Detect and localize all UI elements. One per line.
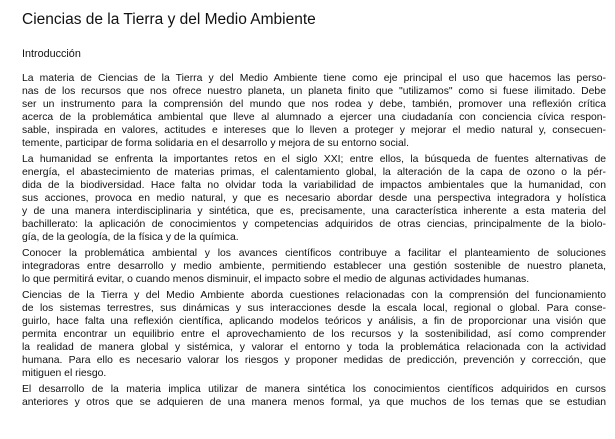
text-line: sus acciones, provoca en medio natural, y que es necesario abordar desde una perspectiva integradora y holística	[22, 193, 606, 204]
paragraph-2	[22, 153, 606, 244]
text-line: La humanidad se enfrenta la importantes retos en el siglo XXI; entre ellos, la búsqueda de fuentes alternativas de	[22, 154, 606, 165]
text-line: dida de la biodiversidad. Hace falta no olvidar toda la variabilidad de impactos ambientales que la humanidad, con	[22, 180, 606, 191]
text-line: de los sistemas terrestres, sus dinámicas y sus interacciones desde la escala local, regional o global. Para conse-	[22, 303, 606, 314]
text-line: mitiguen el riesgo.	[22, 368, 107, 379]
paragraph-1	[22, 72, 606, 150]
paragraph-3	[22, 247, 606, 286]
text-line: energía, el abastecimiento de materias primas, el calentamiento global, la alteración de la capa de ozono o la pér-	[22, 167, 606, 178]
text-line: la realidad de manera global y sistémica, y valorar el entorno y toda la problemática relacionada con la actividad	[22, 342, 606, 353]
text-line: guirlo, hace falta una reflexión científica, aplicando modelos teóricos y análisis, a fin de proporcionar una visión que	[22, 316, 606, 327]
text-line: nas de los recursos que nos ofrece nuestro planeta, un planeta finito que "utilizamos" como si fuese ilimitado. Debe	[22, 86, 606, 97]
text-line: ser un instrumento para la comprensión del mundo que nos rodea y debe, también, promover una reflexión crítica	[22, 99, 606, 110]
text-line: Ciencias de la Tierra y del Medio Ambiente aborda cuestiones relacionadas con la comprensión del funcionamiento	[22, 290, 606, 301]
text-line: acerca de la problemática ambiental que lleve al alumnado a ejercer una ciudadanía con conciencia cívica respon-	[22, 112, 606, 123]
text-line: El desarrollo de la materia implica utilizar de manera sintética los conocimientos científicos adquiridos en cursos	[22, 384, 606, 395]
section-heading: Introducción	[22, 48, 81, 60]
text-line: Conocer la problemática ambiental y los avances científicos contribuye a facilitar el planteamiento de soluciones	[22, 248, 606, 259]
text-line: bachillerato: la aplicación de conocimientos y competencias adquiridos de otras ciencias, principalmente de la biolo-	[22, 219, 606, 230]
paragraph-5	[22, 383, 606, 409]
paragraph-4	[22, 289, 606, 380]
text-line: temente, participar de forma solidaria en el desarrollo y mejora de su entorno social.	[22, 138, 409, 149]
text-line: y de una manera interdisciplinaria y sintética, que es, precisamente, una característica inherente a esta materia del	[22, 206, 606, 217]
text-line: integradoras entre desarrollo y medio ambiente, permitiendo establecer una gestión sostenible de nuestro planeta,	[22, 261, 606, 272]
text-line: anteriores y otros que se adquieren de una manera menos formal, ya que muchos de los temas que se estudian	[22, 397, 606, 408]
text-line: lo que permitirá evitar, o cuando menos disminuir, el impacto sobre el medio de algunas actividades humanas.	[22, 274, 530, 285]
text-line: gía, de la geología, de la física y de la química.	[22, 232, 239, 243]
text-line: humana. Para ello es necesario valorar los riesgos y proponer medidas de predicción, prevención y corrección, que	[22, 355, 606, 366]
document-title: Ciencias de la Tierra y del Medio Ambiente	[22, 11, 316, 28]
text-line: sable, inspirada en valores, actitudes e intereses que lo lleven a proteger y mejorar el medio natural y, consecuen-	[22, 125, 606, 136]
text-line: permita encontrar un equilibrio entre el aprovechamiento de los recursos y la sostenibilidad, así como comprender	[22, 329, 606, 340]
document-body	[22, 72, 606, 412]
text-line: La materia de Ciencias de la Tierra y del Medio Ambiente tiene como eje principal el uso que hacemos las perso-	[22, 73, 606, 84]
